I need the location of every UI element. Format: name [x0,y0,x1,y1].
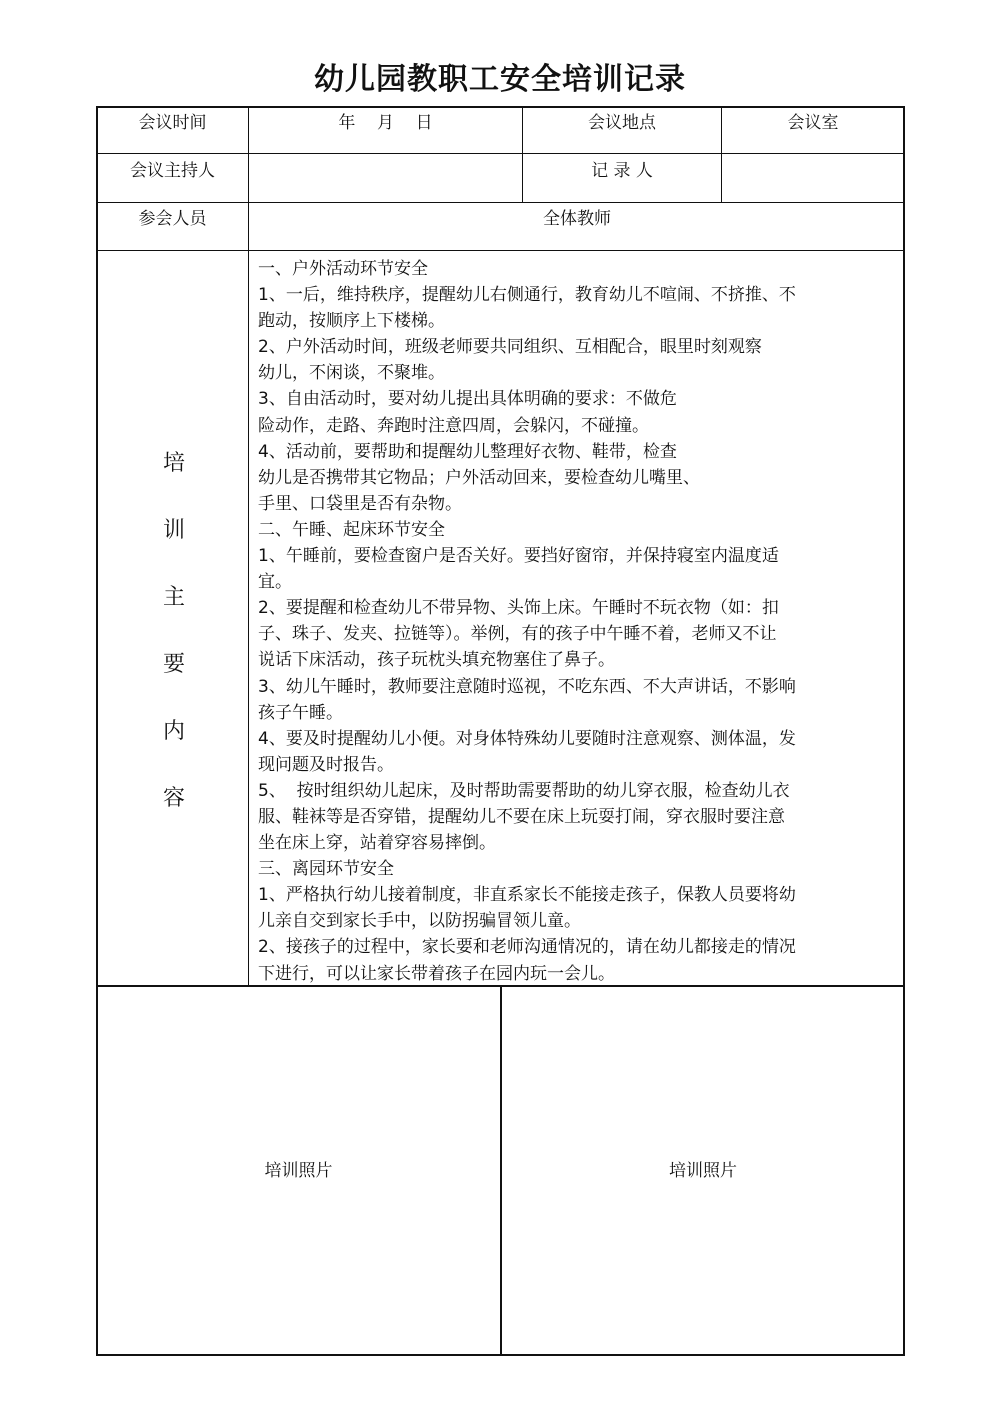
row-divider [96,153,905,154]
page-title: 幼儿园教职工安全培训记录 [314,62,686,97]
content-line: 4、要及时提醒幼儿小便。对身体特殊幼儿要随时注意观察、测体温，发 [258,728,796,749]
content-line: 二、午睡、起床环节安全 [258,519,445,540]
training-label-char: 主 [162,585,185,610]
content-line: 下进行，可以让家长带着孩子在园内玩一会儿。 [258,963,615,984]
content-line: 5、 按时组织幼儿起床，及时帮助需要帮助的幼儿穿衣服，检查幼儿衣 [258,780,790,801]
content-line: 4、活动前，要帮助和提醒幼儿整理好衣物、鞋带，检查 [258,441,677,462]
content-line: 一、户外活动环节安全 [258,259,428,279]
meeting-place-value[interactable]: 会议室 [787,113,839,133]
content-line: 子、珠子、发夹、拉链等）。举例，有的孩子中午睡不着，老师又不让 [258,624,777,645]
content-line: 2、要提醒和检查幼儿不带异物、头饰上床。午睡时不玩衣物（如：扣 [258,598,779,619]
meeting-place-label: 会议地点 [588,113,656,133]
content-line: 2、户外活动时间，班级老师要共同组织、互相配合，眼里时刻观察 [258,337,762,358]
meeting-time-label: 会议时间 [138,113,207,133]
attendees-label: 参会人员 [138,209,207,229]
training-label-char: 要 [162,652,185,677]
content-line: 三、离园环节安全 [258,859,394,880]
content-line: 儿亲自交到家长手中，以防拐骗冒领儿童。 [258,911,581,932]
recorder-label: 记 录 人 [591,161,653,181]
content-line: 幼儿，不闲谈，不聚堆。 [258,363,445,384]
content-line: 手里、口袋里是否有杂物。 [258,493,462,514]
training-label-char: 内 [162,719,185,744]
content-line: 宜。 [258,572,292,593]
training-content[interactable] [258,256,900,987]
content-line: 服、鞋袜等是否穿错，提醒幼儿不要在床上玩耍打闹，穿衣服时要注意 [258,806,785,827]
training-label-char: 培 [162,451,185,476]
training-content-label [150,430,198,832]
training-photo-left[interactable]: 培训照片 [264,1161,333,1181]
content-line: 说话下床活动，孩子玩枕头填充物塞住了鼻子。 [258,650,615,671]
content-line: 险动作，走路、奔跑时注意四周，会躲闪，不碰撞。 [258,415,649,436]
content-line: 幼儿是否携带其它物品；户外活动回来，要检查幼儿嘴里、 [258,467,700,488]
content-line: 现问题及时报告。 [258,754,394,775]
attendees-value[interactable]: 全体教师 [543,209,611,229]
row-divider [96,202,905,203]
content-line: 孩子午睡。 [258,702,343,723]
training-photo-right[interactable]: 培训照片 [669,1161,737,1181]
content-line: 1、一后，维持秩序，提醒幼儿右侧通行，教育幼儿不喧闹、不挤推、不 [258,285,796,306]
content-line: 3、自由活动时，要对幼儿提出具体明确的要求：不做危 [258,389,677,410]
training-label-char: 训 [162,518,185,543]
content-line: 3、幼儿午睡时，教师要注意随时巡视，不吃东西、不大声讲话，不影响 [258,676,796,697]
meeting-time-value[interactable]: 年 月 日 [338,113,433,133]
row-divider [96,250,905,251]
content-line: 1、严格执行幼儿接着制度，非直系家长不能接走孩子，保教人员要将幼 [258,885,796,906]
content-line: 1、午睡前，要检查窗户是否关好。要挡好窗帘，并保持寝室内温度适 [258,546,779,567]
content-line: 2、接孩子的过程中，家长要和老师沟通情况的，请在幼儿都接走的情况 [258,937,796,958]
content-line: 坐在床上穿，站着穿容易摔倒。 [258,833,496,854]
host-label: 会议主持人 [130,161,215,181]
training-label-char: 容 [162,786,185,811]
content-line: 跑动，按顺序上下楼梯。 [258,311,445,332]
column-divider [248,106,249,986]
